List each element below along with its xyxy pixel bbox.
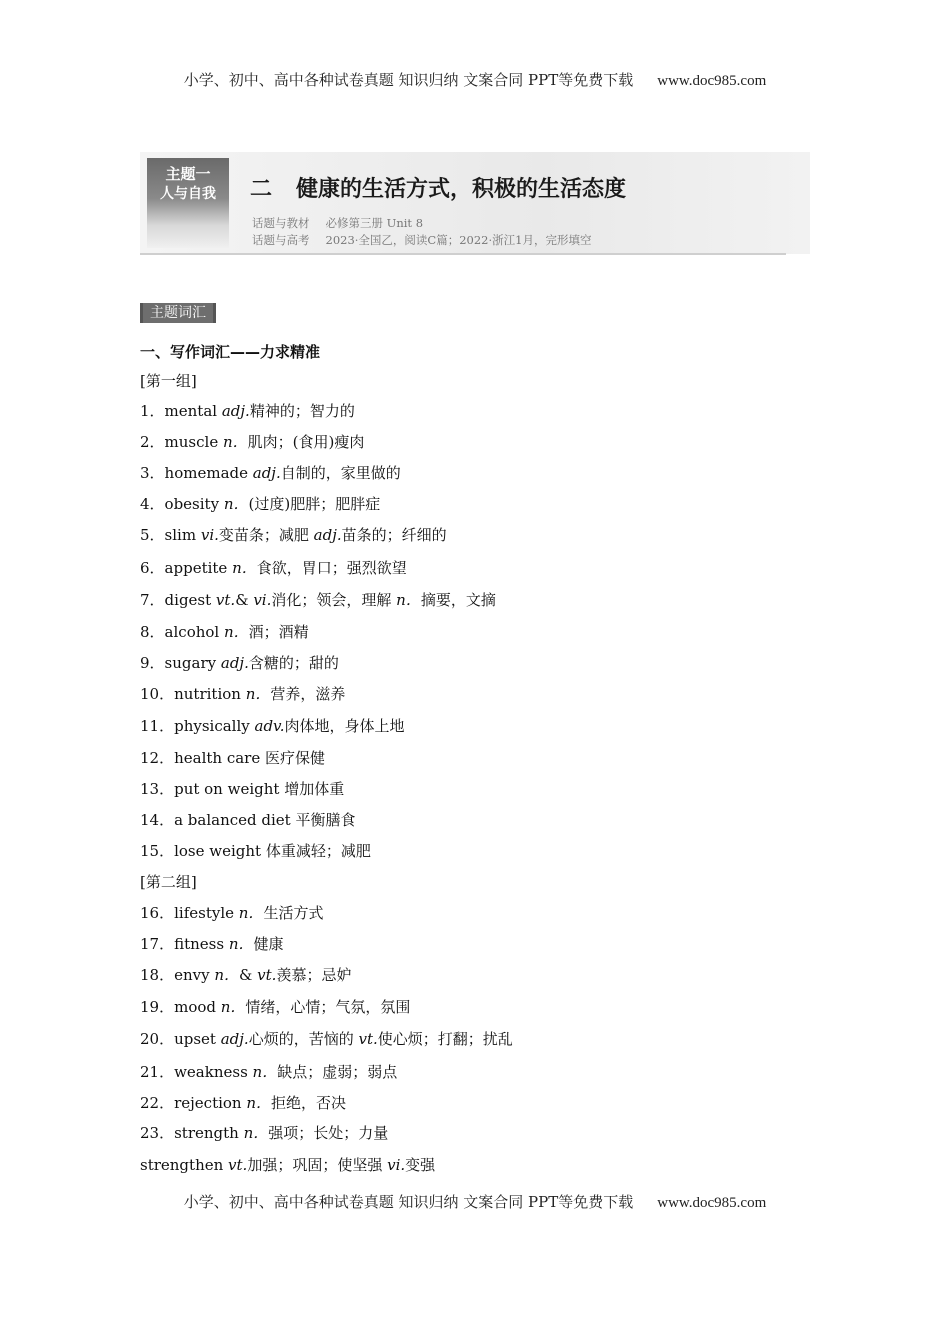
entry-word: alcohol bbox=[164, 623, 224, 641]
entry-word: homemade bbox=[164, 464, 253, 482]
entry-meaning: 苗条的；纤细的 bbox=[341, 526, 447, 544]
entry-pos: adj. bbox=[221, 402, 250, 420]
entry-number: 12． bbox=[140, 749, 175, 767]
entry-pos: vt. bbox=[358, 1030, 378, 1048]
vocab-entry bbox=[140, 1122, 388, 1143]
entry-word: weakness bbox=[174, 1063, 253, 1081]
entry-pos: n． bbox=[222, 433, 248, 451]
entry-word: upset bbox=[174, 1030, 221, 1048]
entry-meaning: 生活方式 bbox=[263, 904, 324, 922]
entry-number: 3． bbox=[140, 464, 165, 482]
vocab-entry bbox=[140, 747, 325, 768]
entry-meaning: 变苗条；减肥 bbox=[218, 526, 314, 544]
banner-info-exam bbox=[252, 232, 591, 248]
entry-meaning: 自制的，家里做的 bbox=[280, 464, 401, 482]
vocab-entry bbox=[140, 683, 345, 704]
theme-tag-line1: 主题一 bbox=[165, 165, 211, 183]
entry-pos: n． bbox=[223, 623, 249, 641]
entry-meaning: & bbox=[239, 966, 258, 984]
entry-pos: n． bbox=[228, 935, 254, 953]
vocab-entry bbox=[140, 1154, 435, 1175]
entry-number: 19． bbox=[140, 998, 175, 1016]
info2-key: 话题与高考 bbox=[252, 233, 310, 247]
entry-number: 10． bbox=[140, 685, 175, 703]
vocab-entry bbox=[140, 621, 309, 642]
entry-word: mental bbox=[164, 402, 222, 420]
vocab-entry bbox=[140, 809, 356, 830]
info1-val: 必修第三册 Unit 8 bbox=[325, 216, 424, 230]
theme-tag-line2: 人与自我 bbox=[160, 186, 216, 202]
entry-meaning: 体重减轻；减肥 bbox=[265, 842, 371, 860]
entry-pos: vt. bbox=[228, 1156, 248, 1174]
entry-word: rejection bbox=[174, 1094, 247, 1112]
entry-word: health care bbox=[174, 749, 265, 767]
entry-pos: vi. bbox=[387, 1156, 406, 1174]
entry-meaning: 酒；酒精 bbox=[248, 623, 309, 641]
entry-word: digest bbox=[164, 591, 216, 609]
entry-number: 15． bbox=[140, 842, 175, 860]
entry-word: strengthen bbox=[140, 1156, 229, 1174]
entry-word: lose weight bbox=[174, 842, 266, 860]
entry-pos: adv. bbox=[254, 717, 285, 735]
entry-word: appetite bbox=[164, 559, 233, 577]
vocab-entry bbox=[140, 964, 351, 985]
info1-key: 话题与教材 bbox=[252, 216, 310, 230]
vocab-entry bbox=[140, 431, 364, 452]
vocab-entry bbox=[140, 933, 284, 954]
entry-word: slim bbox=[164, 526, 201, 544]
info2-val: 2023·全国乙，阅读C篇；2022·浙江1月，完形填空 bbox=[325, 233, 592, 247]
entry-number: 21． bbox=[140, 1063, 175, 1081]
entry-pos: n． bbox=[232, 559, 257, 577]
entry-word: envy bbox=[174, 966, 215, 984]
section-tag bbox=[140, 303, 216, 323]
subheading: 一、写作词汇——力求精准 bbox=[140, 343, 321, 361]
group2-label: [第二组] bbox=[140, 873, 197, 891]
header-site: www.doc985.com bbox=[657, 73, 767, 89]
entry-meaning: 变强 bbox=[405, 1156, 436, 1174]
vocab-entry bbox=[140, 778, 344, 799]
entry-meaning: 强项；长处；力量 bbox=[268, 1124, 389, 1142]
banner-title-text: 健康的生活方式，积极的生活态度 bbox=[296, 177, 627, 202]
entry-pos: adj. bbox=[220, 654, 249, 672]
entry-number: 16． bbox=[140, 904, 175, 922]
entry-meaning: 肉体地，身体上地 bbox=[284, 717, 405, 735]
entry-meaning: 摘要，文摘 bbox=[420, 591, 496, 609]
entry-word: strength bbox=[174, 1124, 244, 1142]
entry-number: 22． bbox=[140, 1094, 175, 1112]
entry-number: 23． bbox=[140, 1124, 175, 1142]
group1-label: [第一组] bbox=[140, 372, 197, 390]
entry-meaning: 拒绝，否决 bbox=[271, 1094, 347, 1112]
vocab-entry bbox=[140, 652, 339, 673]
entry-pos: vi. bbox=[253, 591, 272, 609]
entry-meaning: 缺点；虚弱；弱点 bbox=[277, 1063, 398, 1081]
banner-info-textbook bbox=[252, 215, 423, 231]
entry-meaning: 羡慕；忌妒 bbox=[276, 966, 352, 984]
entry-meaning: 精神的；智力的 bbox=[249, 402, 355, 420]
entry-word: physically bbox=[174, 717, 255, 735]
vocab-entry bbox=[140, 462, 401, 483]
vocab-entry bbox=[140, 493, 380, 514]
footer-site: www.doc985.com bbox=[657, 1195, 767, 1211]
page-footer bbox=[0, 1191, 950, 1212]
entry-meaning: 食欲，胃口；强烈欲望 bbox=[256, 559, 407, 577]
entry-pos: n． bbox=[246, 1094, 272, 1112]
section-tag-text: 主题词汇 bbox=[150, 305, 206, 321]
entry-word: sugary bbox=[164, 654, 221, 672]
entry-meaning: 含糖的；甜的 bbox=[248, 654, 339, 672]
entry-number: 18． bbox=[140, 966, 175, 984]
entry-pos: n． bbox=[220, 998, 246, 1016]
entry-number: 8． bbox=[140, 623, 165, 641]
entry-number: 4． bbox=[140, 495, 165, 513]
entry-pos: adj. bbox=[220, 1030, 249, 1048]
entry-number: 17． bbox=[140, 935, 175, 953]
vocab-entry bbox=[140, 902, 323, 923]
entry-pos: n． bbox=[243, 1124, 269, 1142]
entry-number: 2． bbox=[140, 433, 165, 451]
entry-meaning: 营养，滋养 bbox=[270, 685, 346, 703]
entry-pos: n． bbox=[223, 495, 249, 513]
entry-word: muscle bbox=[164, 433, 223, 451]
entry-meaning: 使心烦；打翻；扰乱 bbox=[377, 1030, 513, 1048]
entry-word: fitness bbox=[174, 935, 229, 953]
entry-number: 7． bbox=[140, 591, 165, 609]
entry-number: 9． bbox=[140, 654, 165, 672]
banner-title bbox=[250, 172, 626, 203]
entry-pos: n． bbox=[396, 591, 421, 609]
entry-meaning: 增加体重 bbox=[284, 780, 345, 798]
entry-meaning: 情绪，心情；气氛，氛围 bbox=[245, 998, 411, 1016]
entry-meaning: 加强；巩固；使坚强 bbox=[247, 1156, 388, 1174]
entry-word: nutrition bbox=[174, 685, 246, 703]
vocab-entry bbox=[140, 715, 405, 736]
entry-meaning: 心烦的，苦恼的 bbox=[248, 1030, 359, 1048]
entry-number: 14． bbox=[140, 811, 175, 829]
entry-word: put on weight bbox=[174, 780, 285, 798]
entry-meaning: 消化；领会，理解 bbox=[271, 591, 397, 609]
entry-meaning: 医疗保健 bbox=[265, 749, 326, 767]
entry-number: 1． bbox=[140, 402, 165, 420]
entry-number: 6． bbox=[140, 559, 165, 577]
entry-pos: adj. bbox=[252, 464, 281, 482]
entry-pos: vt. bbox=[257, 966, 277, 984]
entry-word: mood bbox=[174, 998, 221, 1016]
entry-meaning: 肌肉；(食用)瘦肉 bbox=[247, 433, 365, 451]
vocab-entry bbox=[140, 1061, 397, 1082]
theme-tag bbox=[147, 158, 229, 248]
header-text: 小学、初中、高中各种试卷真题 知识归纳 文案合同 PPT等免费下载 bbox=[183, 71, 634, 89]
vocab-entry bbox=[140, 996, 410, 1017]
entry-meaning: 健康 bbox=[253, 935, 284, 953]
vocab-entry bbox=[140, 400, 355, 421]
entry-pos: n． bbox=[238, 904, 264, 922]
entry-pos: n． bbox=[214, 966, 240, 984]
entry-pos: vt. bbox=[215, 591, 236, 609]
page-header bbox=[0, 69, 950, 90]
entry-pos: vi. bbox=[200, 526, 219, 544]
vocab-entry bbox=[140, 840, 371, 861]
vocab-entry bbox=[140, 524, 447, 545]
entry-pos: adj. bbox=[313, 526, 342, 544]
entry-number: 20． bbox=[140, 1030, 175, 1048]
entry-pos: n． bbox=[245, 685, 271, 703]
entry-word: a balanced diet bbox=[174, 811, 296, 829]
banner-number: 二 bbox=[250, 177, 273, 202]
entry-number: 13． bbox=[140, 780, 175, 798]
banner-divider bbox=[140, 253, 786, 255]
entry-meaning: (过度)肥胖；肥胖症 bbox=[248, 495, 381, 513]
entry-pos: n． bbox=[252, 1063, 278, 1081]
entry-meaning: 平衡膳食 bbox=[295, 811, 356, 829]
entry-number: 5． bbox=[140, 526, 165, 544]
vocab-entry bbox=[140, 1028, 513, 1049]
entry-word: obesity bbox=[164, 495, 224, 513]
entry-meaning: & bbox=[235, 591, 254, 609]
vocab-entry bbox=[140, 557, 407, 578]
footer-text: 小学、初中、高中各种试卷真题 知识归纳 文案合同 PPT等免费下载 bbox=[183, 1193, 634, 1211]
vocab-entry bbox=[140, 1092, 346, 1113]
entry-word: lifestyle bbox=[174, 904, 239, 922]
vocab-entry bbox=[140, 589, 496, 610]
entry-number: 11． bbox=[140, 717, 175, 735]
